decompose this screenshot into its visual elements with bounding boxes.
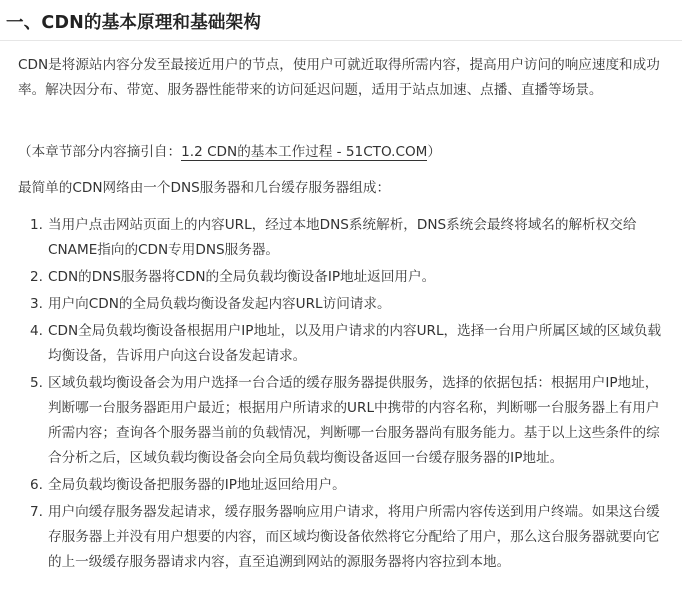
list-item	[0, 473, 670, 498]
list-item	[0, 265, 670, 290]
intro-paragraph: CDN是将源站内容分发至最接近用户的节点，使用户可就近取得所需内容，提高用户访问的响应速度和成功率。解决因分布、带宽、服务器性能带来的访问延迟问题，适用于站点加速、点播、直播等场景。	[18, 57, 660, 98]
list-item-text: 当用户点击网站页面上的内容URL，经过本地DNS系统解析，DNS系统会最终将域名的解析权交给CNAME指向的CDN专用DNS服务器。	[48, 217, 637, 258]
lead-paragraph: 最简单的CDN网络由一个DNS服务器和几台缓存服务器组成：	[18, 180, 391, 196]
list-item-number: 3.	[30, 296, 43, 312]
quote-paragraph	[18, 140, 673, 165]
list-item-text: 用户向CDN的全局负载均衡设备发起内容URL访问请求。	[48, 296, 391, 312]
list-item-number: 4.	[30, 323, 43, 339]
list-item-number: 7.	[30, 504, 43, 520]
list-item-text: 全局负载均衡设备把服务器的IP地址返回给用户。	[48, 477, 346, 493]
list-item-number: 5.	[30, 375, 43, 391]
quote-suffix: ）	[427, 144, 441, 160]
list-item-text: 区域负载均衡设备会为用户选择一台合适的缓存服务器提供服务，选择的依据包括：根据用户IP地址，判断哪一台服务器距用户最近；根据用户所请求的URL中携带的内容名称，判断哪一台服务器上有用户所需内容；查询各个服务器当前的负载情况，判断哪一台服务器尚有服务能力。基于以上这些条件的综合分析之后，区域负载均衡设备会向全局负载均衡设备返回一台缓存服务器的IP地址。	[48, 375, 660, 466]
list-item-text: CDN的DNS服务器将CDN的全局负载均衡设备IP地址返回用户。	[48, 269, 436, 285]
steps-list	[0, 213, 682, 577]
list-item	[0, 371, 670, 471]
list-item-number: 2.	[30, 269, 43, 285]
list-item	[0, 319, 670, 369]
list-item-number: 1.	[30, 217, 43, 233]
list-item	[0, 292, 670, 317]
list-item-number: 6.	[30, 477, 43, 493]
source-link[interactable]: 1.2 CDN的基本工作过程 - 51CTO.COM	[181, 144, 428, 160]
quote-prefix: （本章节部分内容摘引自：	[18, 144, 182, 160]
list-item	[0, 213, 670, 263]
list-item	[0, 500, 670, 575]
list-item-text: 用户向缓存服务器发起请求，缓存服务器响应用户请求，将用户所需内容传送到用户终端。如果这台缓存服务器上并没有用户想要的内容，而区域均衡设备依然将它分配给了用户，那么这台服务器就要向它的上一级缓存服务器请求内容，直至追溯到网站的源服务器将内容拉到本地。	[48, 504, 660, 570]
list-item-text: CDN全局负载均衡设备根据用户IP地址，以及用户请求的内容URL，选择一台用户所属区域的区域负载均衡设备，告诉用户向这台设备发起请求。	[48, 323, 662, 364]
section-heading: 一、CDN的基本原理和基础架构	[6, 13, 262, 33]
heading-divider	[0, 40, 682, 41]
